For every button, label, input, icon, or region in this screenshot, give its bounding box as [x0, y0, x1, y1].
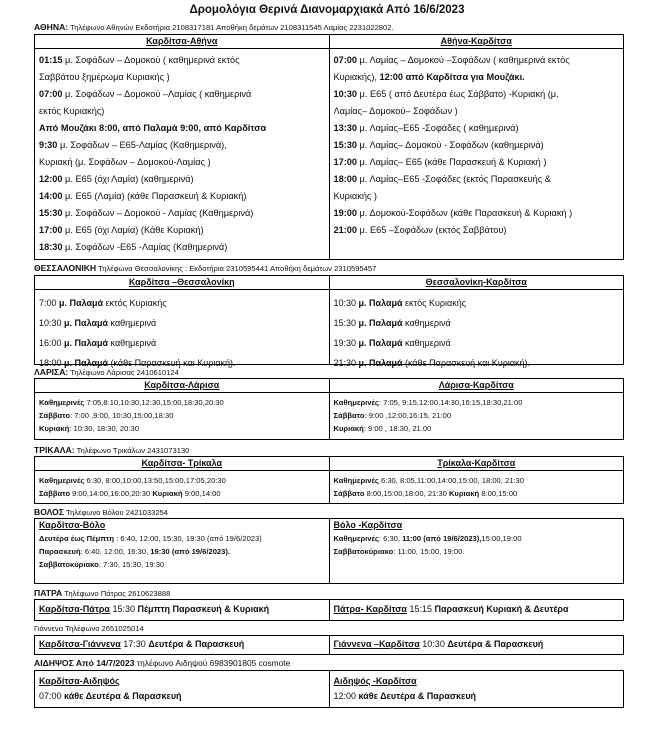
- giannena-right-head: Γιάννενα –Καρδίτσα: [333, 639, 420, 649]
- row-text: μ. Λαμίας– Δομοκού - Σοφάδων (καθημερινά): [357, 140, 544, 150]
- athina-right-row: [334, 222, 620, 239]
- row-label: Κυριακή: [39, 424, 70, 433]
- row-via: μ. Παλαμά: [356, 318, 403, 328]
- row-extra: 12:00 από Καρδίτσα για Μουζάκι.: [379, 72, 525, 82]
- aidipsos-left-time: 07:00: [39, 691, 65, 701]
- volos-left-head: Καρδίτσα-Βόλο: [39, 520, 106, 530]
- trikala-right-col: [329, 457, 624, 503]
- patra-right-time: 15:15: [406, 604, 435, 614]
- row-bold: 11:00 (από 19/6/2023),: [402, 534, 482, 543]
- row-text: : 7:00 ,9:00, 10:30,15:00,18:30: [69, 411, 174, 420]
- athina-left-row: [39, 205, 325, 222]
- larisa-band-info: Τηλέφωνο Λάρισας 2410610124: [70, 368, 179, 377]
- athina-left-col: [35, 35, 329, 259]
- volos-band: [34, 507, 624, 517]
- row-text: : 10:30, 18:30, 20:30: [69, 424, 139, 433]
- row-text: καθημερινά: [402, 338, 451, 348]
- thess-right-row: [334, 313, 620, 333]
- aidipsos-table: [34, 670, 624, 708]
- patra-band: [34, 588, 624, 598]
- giannena-band: [34, 624, 624, 633]
- row-time: 17:00: [39, 225, 63, 235]
- trikala-right-row: [334, 474, 620, 487]
- athina-right-row: [334, 154, 620, 171]
- row-text: εκτός Κυριακής: [103, 298, 167, 308]
- row-time: 21:30: [333, 358, 357, 368]
- athina-right-row: [334, 52, 620, 69]
- trikala-left-rows: [35, 471, 329, 500]
- row-label: Σάββατο: [39, 411, 70, 420]
- row-text: : 6:30,: [378, 534, 403, 543]
- row-time: 16:00: [39, 338, 62, 348]
- row-label: Δευτέρα έως Πέμπτη: [39, 534, 115, 543]
- giannena-left-days: Δευτέρα & Παρασκευή: [148, 639, 245, 649]
- row-text: μ. Δομοκού-Σοφάδων (κάθε Παρασκευή & Κυριακή ): [357, 208, 573, 218]
- giannena-left-col: [35, 636, 329, 654]
- row-label: Καθημερινές: [39, 398, 85, 407]
- patra-left-time: 15:30: [109, 604, 138, 614]
- row-text: : 11:00, 15:00, 19:00.: [393, 547, 465, 556]
- row-text: εκτός Κυριακής: [402, 298, 467, 308]
- volos-left-row: [39, 545, 325, 558]
- row-label2: Κυριακή: [448, 489, 480, 498]
- row-time: 10:30: [39, 318, 62, 328]
- row-label: Κυριακή: [333, 424, 364, 433]
- athina-right-rows: [330, 49, 624, 239]
- thess-band-name: ΘΕΣΣΑΛΟΝΙΚΗ: [34, 263, 97, 273]
- row-label: Καθημερινές: [333, 398, 379, 407]
- row-text: : 6:40, 12:00, 15:30, 19:30 (από 19/6/2023): [114, 534, 262, 543]
- aidipsos-right-days: κάθε Δευτέρα & Παρασκευή: [358, 691, 477, 701]
- row-text: Σαββάτου ξημέρωμα Κυριακής ): [39, 72, 170, 82]
- row-label: Σάββατο: [333, 411, 365, 420]
- row-text: καθημερινά: [108, 338, 157, 348]
- volos-left-col: [35, 519, 329, 583]
- aidipsos-left-days: κάθε Δευτέρα & Παρασκευή: [64, 691, 182, 701]
- thess-left-row: [39, 333, 325, 353]
- athina-right-row: [334, 188, 620, 205]
- row-time: 13:30: [333, 123, 357, 133]
- aidipsos-right-time: 12:00: [333, 691, 359, 701]
- row-via: μ. Παλαμά: [356, 298, 403, 308]
- athina-left-row: [39, 52, 325, 69]
- aidipsos-band-name: ΑΙΔΗΨΟΣ Από 14/7/2023: [34, 658, 135, 668]
- row-text: μ. Ε65 (όχι Λαμία) (καθημερινά): [62, 174, 194, 184]
- row-text2: 15:00,19:00: [481, 534, 522, 543]
- row-label: Σάββατο: [39, 489, 70, 498]
- athina-left-row: [39, 154, 325, 171]
- row-time: 19:00: [333, 208, 357, 218]
- volos-right-rows: [330, 532, 624, 558]
- row-time: 12:00: [39, 174, 63, 184]
- row-via: μ. Παλαμά: [61, 318, 109, 328]
- row-text: Κυριακή (μ. Σοφάδων – Δομοκού-Λαμίας ): [39, 157, 211, 167]
- row-via: μ. Παλαμά: [356, 358, 403, 368]
- row-text: μ. Λαμίας–Ε65 -Σοφάδες (εκτός Παρασκευής &: [357, 174, 551, 184]
- athina-table: [34, 34, 624, 260]
- trikala-table: [34, 456, 624, 504]
- row-text: μ. Λαμίας – Δομοκού –Σοφάδων ( καθημερινά εκτός: [357, 55, 570, 65]
- giannena-table: [34, 635, 624, 655]
- larisa-left-row: [39, 396, 325, 409]
- row-time: 17:00: [333, 157, 357, 167]
- trikala-left-row: [39, 487, 325, 500]
- volos-right-col: [329, 519, 624, 583]
- trikala-band: [34, 445, 624, 455]
- row-text: (κάθε Παρασκευή και Κυριακή).: [402, 358, 531, 368]
- row-time: 07:00: [333, 55, 357, 65]
- giannena-right-days: Δευτέρα & Παρασκευή: [447, 639, 544, 649]
- thess-right-row: [334, 293, 620, 313]
- larisa-right-rows: [330, 393, 624, 435]
- row-time: 01:15: [39, 55, 63, 65]
- giannena-left-head: Καρδίτσα-Γιάννενα: [39, 639, 121, 649]
- page-title: Δρομολόγια Θερινά Διανομαρχιακά Από 16/6/2023: [189, 4, 465, 16]
- row-text: : 9:00 , 18:30, 21.00: [363, 424, 432, 433]
- row-time: 18:00: [39, 358, 62, 368]
- row-time: 10:30: [333, 89, 357, 99]
- athina-left-row: [39, 222, 325, 239]
- larisa-right-row: [334, 422, 620, 435]
- row-label: Καθημερινές: [39, 476, 85, 485]
- trikala-band-info: Τηλέφωνο Τρικάλων 2431073130: [76, 446, 190, 455]
- row-text: Λαμίας– Δομοκού– Σοφάδων ): [333, 106, 458, 116]
- row-text: μ. Ε65 (Λαμία) (κάθε Παρασκευή & Κυριακή): [62, 191, 247, 201]
- patra-right-col: [329, 600, 624, 620]
- row-text: (κάθε Παρασκευή και Κυριακή).: [108, 358, 236, 368]
- thess-right-row: [334, 333, 620, 353]
- row-text: καθημερινά: [402, 318, 451, 328]
- patra-right-head: Πάτρα- Καρδίτσα: [333, 604, 407, 614]
- row-text: μ. Σοφάδων – Δομοκού –Λαμίας ( καθημερινά: [62, 89, 252, 99]
- patra-left-col: [35, 600, 329, 620]
- trikala-band-name: ΤΡΙΚΑΛΑ:: [34, 445, 75, 455]
- row-label: Σαββατοκύριακο: [333, 547, 394, 556]
- athina-left-row: [39, 171, 325, 188]
- row-label: Σαββατοκύριακο: [39, 560, 99, 569]
- volos-band-name: ΒΟΛΟΣ: [34, 507, 65, 517]
- row-text: 6:30, 8:05,11:00,14:00,15:00, 18:00, 21:30: [378, 476, 524, 485]
- thess-left-col: [35, 276, 329, 368]
- row-time: 18:00: [333, 174, 357, 184]
- aidipsos-left-head: Καρδίτσα-Αιδηψός: [39, 676, 120, 686]
- row-time: 14:00: [39, 191, 63, 201]
- row-text: μ. Ε65 –Σοφάδων (εκτός Σαββάτου): [357, 225, 507, 235]
- athina-left-row: [39, 188, 325, 205]
- row-label: Καθημερινές: [333, 476, 379, 485]
- athina-left-row: [39, 103, 325, 120]
- row-text: μ. Σοφάδων -Ε65 -Λαμίας (Καθημερινά): [62, 242, 228, 252]
- thess-right-col: [329, 276, 624, 368]
- aidipsos-band-info: τηλέφωνο Αιδηψού 6983901805 cosmote: [136, 658, 291, 668]
- athina-left-row: [39, 239, 325, 256]
- thess-left-rows: [35, 290, 329, 373]
- athina-left-row: [39, 120, 325, 137]
- row-time: 9:30: [39, 140, 58, 150]
- row-label: Παρασκευή: [39, 547, 81, 556]
- athina-right-row: [334, 103, 620, 120]
- giannena-band-info: Γιάννενα Τηλέφωνο 2651025014: [34, 624, 144, 633]
- row-text: : 6:40, 12:00, 16:30,: [80, 547, 151, 556]
- row-text: μ. Λαμίας– Ε65 (κάθε Παρασκευή & Κυριακή ): [357, 157, 547, 167]
- athina-left-row: [39, 86, 325, 103]
- larisa-right-row: [334, 409, 620, 422]
- athina-right-col: [329, 35, 624, 259]
- row-text: καθημερινά: [108, 318, 157, 328]
- larisa-left-col: [35, 379, 329, 439]
- row-time: 15:30: [39, 208, 63, 218]
- row-via: μ. Παλαμά: [56, 298, 104, 308]
- row-text: μ. Σοφάδων – Δομοκού ( καθημερινά εκτός: [62, 55, 240, 65]
- athina-band-name: ΑΘΗΝΑ:: [34, 22, 69, 32]
- trikala-right-row: [334, 487, 620, 500]
- athina-right-head: Αθήνα-Καρδίτσα: [330, 35, 624, 49]
- row-label: Καθημερινές: [333, 534, 379, 543]
- patra-band-info: Τηλέφωνο Πάτρας 2610623888: [64, 589, 171, 598]
- athina-left-rows: [35, 49, 329, 256]
- row-via: μ. Παλαμά: [356, 338, 403, 348]
- row-text: 6:30, 8:00,10:00,13:50,15:00,17:05,20:30: [84, 476, 226, 485]
- aidipsos-band: [34, 658, 624, 668]
- larisa-right-head: Λάρισα-Καρδίτσα: [330, 379, 624, 393]
- trikala-right-head: Τρίκαλα-Καρδίτσα: [330, 457, 624, 471]
- volos-table: [34, 518, 624, 584]
- larisa-band-name: ΛΑΡΙΣΑ:: [34, 367, 69, 377]
- volos-right-row: [334, 545, 620, 558]
- larisa-band: [34, 367, 624, 377]
- patra-left-days: Πέμπτη Παρασκευή & Κυριακή: [137, 604, 270, 614]
- volos-left-row: [39, 558, 325, 571]
- aidipsos-left-col: [35, 671, 329, 707]
- row-text: 8:00,15:00,18:00, 21:30: [364, 489, 449, 498]
- row-label: Σάββατο: [333, 489, 365, 498]
- row-text: Κυριακής ): [333, 191, 377, 201]
- thess-band: [34, 263, 624, 273]
- larisa-left-row: [39, 422, 325, 435]
- larisa-left-head: Καρδίτσα-Λάρισα: [35, 379, 329, 393]
- thess-left-row: [39, 313, 325, 333]
- patra-band-name: ΠΑΤΡΑ: [34, 588, 63, 598]
- row-text: μ. Σοφάδων – Δομοκού - Λαμίας (Καθημερινά): [62, 208, 254, 218]
- athina-right-row: [334, 171, 620, 188]
- row-text: 9:00,14:00,16:00,20:30: [69, 489, 153, 498]
- row-time: Από Μουζάκι 8:00, από Παλαμά 9:00, από Καρδίτσα: [39, 123, 267, 133]
- athina-right-row: [334, 205, 620, 222]
- trikala-right-rows: [330, 471, 624, 500]
- patra-left-head: Καρδίτσα-Πάτρα: [39, 604, 110, 614]
- athina-band-info: Τηλέφωνο Αθηνών Εκδοτήρια 2108317181 Αποθήκη δεμάτων 2108311545 Λαμίας 2231022802.: [70, 23, 394, 32]
- larisa-right-row: [334, 396, 620, 409]
- volos-left-row: [39, 532, 325, 545]
- patra-table: [34, 599, 624, 621]
- aidipsos-right-head: Αιδηψός -Καρδίτσα: [333, 676, 417, 686]
- row-time: 15:30: [333, 318, 357, 328]
- thess-right-head: Θεσσαλονίκη-Καρδίτσα: [330, 276, 624, 290]
- row-label2: Κυριακή: [152, 489, 183, 498]
- row-time: 7:00: [39, 298, 57, 308]
- row-text: 7:05,8:10,10:30,12:30,15:00,18:30,20:30: [84, 398, 224, 407]
- row-via: μ. Παλαμά: [61, 338, 109, 348]
- volos-left-rows: [35, 532, 329, 571]
- giannena-right-time: 10:30: [419, 639, 448, 649]
- row-text: : 9:00 ,12:00,16:15, 21:00: [364, 411, 452, 420]
- row-text: μ. Σοφάδων – Ε65-Λαμίας (Καθημερινά),: [57, 140, 227, 150]
- trikala-left-row: [39, 474, 325, 487]
- volos-right-head: Βόλο -Καρδίτσα: [333, 520, 403, 530]
- aidipsos-right-col: [329, 671, 624, 707]
- volos-band-info: Τηλέφωνο Βόλου 2421033254: [66, 508, 169, 517]
- larisa-right-col: [329, 379, 624, 439]
- trikala-left-head: Καρδίτσα- Τρίκαλα: [35, 457, 329, 471]
- patra-right-days: Παρασκευή Κυριακή & Δευτέρα: [434, 604, 569, 614]
- volos-right-row: [334, 532, 620, 545]
- athina-right-row: [334, 86, 620, 103]
- row-time: 21:00: [333, 225, 357, 235]
- giannena-right-col: [329, 636, 624, 654]
- thess-right-rows: [330, 290, 624, 373]
- row-time: 07:00: [39, 89, 63, 99]
- athina-left-row: [39, 137, 325, 154]
- trikala-left-col: [35, 457, 329, 503]
- thess-left-head: Καρδίτσα –Θεσσαλονίκη: [35, 276, 329, 290]
- row-via: μ. Παλαμά: [61, 358, 109, 368]
- athina-right-row: [334, 120, 620, 137]
- larisa-table: [34, 378, 624, 440]
- thess-left-row: [39, 293, 325, 313]
- row-text: : 7:05, 9:15,12:00,14:30,16:15,18:30,21:00: [378, 398, 523, 407]
- row-text: μ. Ε65 (όχι Λαμία) (Κάθε Κυριακή): [62, 225, 204, 235]
- athina-left-head: Καρδίτσα-Αθήνα: [35, 35, 329, 49]
- row-text: μ. Ε65 ( από Δευτέρα έως Σάββατο) -Κυριακή (μ.: [357, 89, 559, 99]
- row-text: μ. Λαμίας–Ε65 -Σοφάδες ( καθημερινά): [357, 123, 519, 133]
- larisa-left-row: [39, 409, 325, 422]
- athina-right-row: [334, 69, 620, 86]
- row-text: Κυριακής),: [333, 72, 380, 82]
- thess-table: [34, 275, 624, 368]
- row-time: 10:30: [333, 298, 357, 308]
- athina-left-row: [39, 69, 325, 86]
- row-text2: 9:00,14:00: [182, 489, 221, 498]
- row-time: 19:30: [333, 338, 357, 348]
- larisa-left-rows: [35, 393, 329, 435]
- athina-band: [34, 22, 624, 32]
- row-time: 15:30: [333, 140, 357, 150]
- row-bold: 19:30 (από 19/6/2023).: [150, 547, 231, 556]
- row-text: : 7:30, 15:30, 19:30: [98, 560, 165, 569]
- row-time: 18:30: [39, 242, 63, 252]
- athina-right-row: [334, 137, 620, 154]
- row-text: εκτός Κυριακής): [39, 106, 105, 116]
- giannena-left-time: 17:30: [120, 639, 149, 649]
- thess-band-info: Τηλέφωνα Θεσσαλονίκης : Εκδοτήρια 2310595441 Αποθήκη δεμάτων 2310595457: [98, 264, 377, 273]
- row-text2: 8:00,15:00: [479, 489, 518, 498]
